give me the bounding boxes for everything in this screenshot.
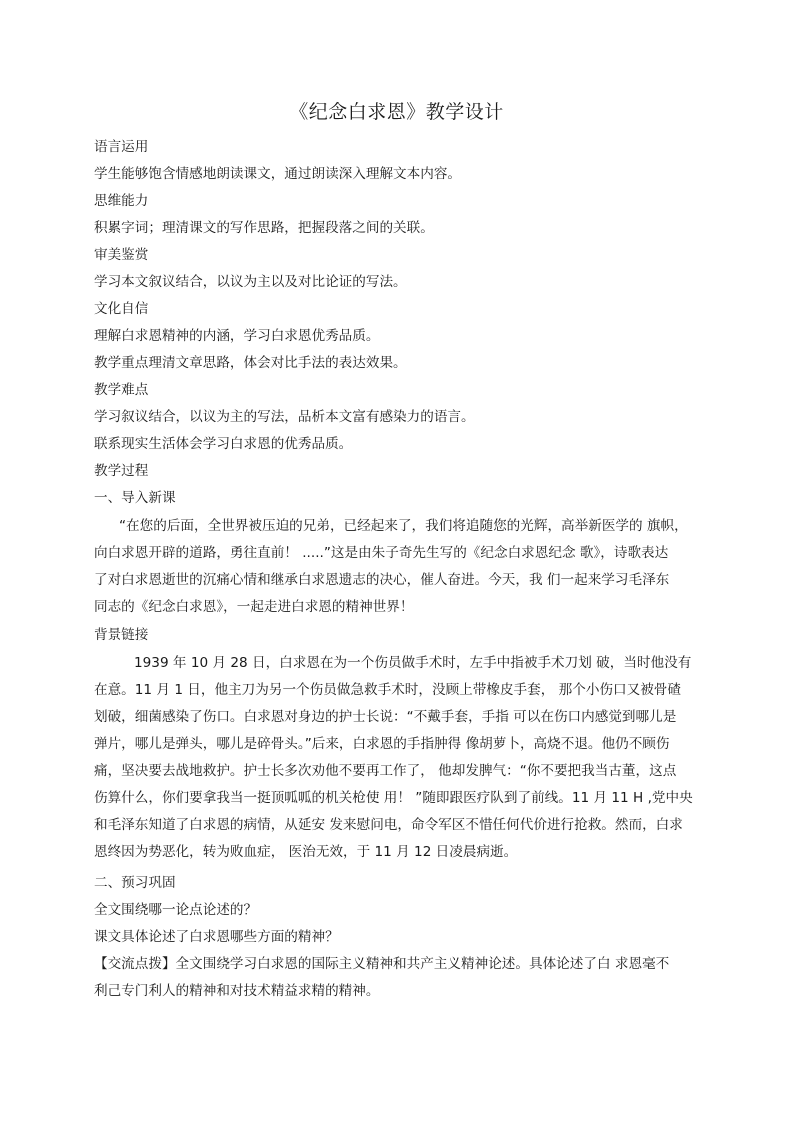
heading-aesthetic: 审美鉴赏	[94, 247, 149, 263]
answer-line: 利己专门利人的精神和对技术精益求精的精神。	[94, 983, 380, 999]
background-line: 恩终因为势恶化，转为败血症， 医治无效，于 11 月 12 日凌晨病逝。	[94, 844, 518, 860]
answer-line: 【交流点拨】全文围绕学习白求恩的国际主义精神和共产主义精神论述。具体论述了白 求恩毫不	[94, 956, 670, 972]
text-difficulty-2: 联系现实生活体会学习白求恩的优秀品质。	[94, 436, 353, 452]
intro-line: 向白求恩开辟的道路，勇往直前！ .....”这是由朱子奇先生写的《纪念白求恩纪念 歌》，诗歌表达	[94, 545, 669, 561]
heading-difficulty: 教学难点	[94, 382, 149, 398]
section-2-heading: 二、预习巩固	[94, 875, 176, 891]
section-1-heading: 一、导入新课	[94, 490, 176, 506]
heading-culture: 文化自信	[94, 301, 149, 317]
background-line: 1939 年 10 月 28 日，白求恩在为一个伤员做手术时，左手中指被手术刀划 破，当时他没有	[134, 655, 692, 671]
background-heading: 背景链接	[94, 627, 149, 643]
text-language-use: 学生能够饱含情感地朗读课文，通过朗读深入理解文本内容。	[94, 166, 462, 182]
teaching-focus: 教学重点理清文章思路，体会对比手法的表达效果。	[94, 355, 407, 371]
intro-paragraph	[94, 513, 714, 621]
document-title: 《纪念白求恩》教学设计	[289, 101, 504, 123]
background-line: 划破，细菌感染了伤口。白求恩对身边的护士长说：“不戴手套，手指 可以在伤口内感觉到哪儿是	[94, 709, 677, 725]
heading-process: 教学过程	[94, 463, 149, 479]
background-line: 痛，坚决要去战地救护。护士长多次劝他不要再工作了， 他却发脾气：“你不要把我当古董，这点	[94, 763, 677, 779]
background-line: 在意。11 月 1 日，他主刀为另一个伤员做急救手术时，没顾上带橡皮手套， 那个小伤口又被骨碴	[94, 682, 681, 698]
background-line: 弹片，哪儿是弹头，哪儿是碎骨头。”后来，白求恩的手指肿得 像胡萝卜，高烧不退。他仍不顾伤	[94, 736, 670, 752]
text-aesthetic: 学习本文叙议结合，以议为主以及对比论证的写法。	[94, 274, 407, 290]
background-line: 伤算什么，你们要拿我当一挺顶呱呱的机关枪使 用！ ”随即跟医疗队到了前线。11 月 11 H ,党中央	[94, 790, 693, 806]
intro-line: 同志的《纪念白求恩》，一起走进白求恩的精神世界！	[94, 599, 414, 615]
text-thinking-ability: 积累字词；理清课文的写作思路，把握段落之间的关联。	[94, 220, 434, 236]
background-line: 和毛泽东知道了白求恩的病情，从延安 发来慰问电，命令军区不惜任何代价进行抢救。然而，白求	[94, 817, 683, 833]
intro-line: “在您的后面，全世界被压迫的兄弟，已经起来了，我们将追随您的光辉，高举新医学的 旗帜，	[119, 518, 688, 534]
question-1: 全文围绕哪一论点论述的？	[94, 902, 258, 918]
text-difficulty-1: 学习叙议结合，以议为主的写法，品析本文富有感染力的语言。	[94, 409, 475, 425]
heading-thinking-ability: 思维能力	[94, 193, 149, 209]
intro-line: 了对白求恩逝世的沉痛心情和继承白求恩遗志的决心，催人奋进。今天，我 们一起来学习毛泽东	[94, 572, 670, 588]
heading-language-use: 语言运用	[94, 139, 149, 155]
answer-paragraph	[94, 951, 714, 1005]
question-2: 课文具体论述了白求恩哪些方面的精神？	[94, 929, 339, 945]
text-culture: 理解白求恩精神的内涵，学习白求恩优秀品质。	[94, 328, 380, 344]
background-paragraph	[94, 650, 714, 866]
